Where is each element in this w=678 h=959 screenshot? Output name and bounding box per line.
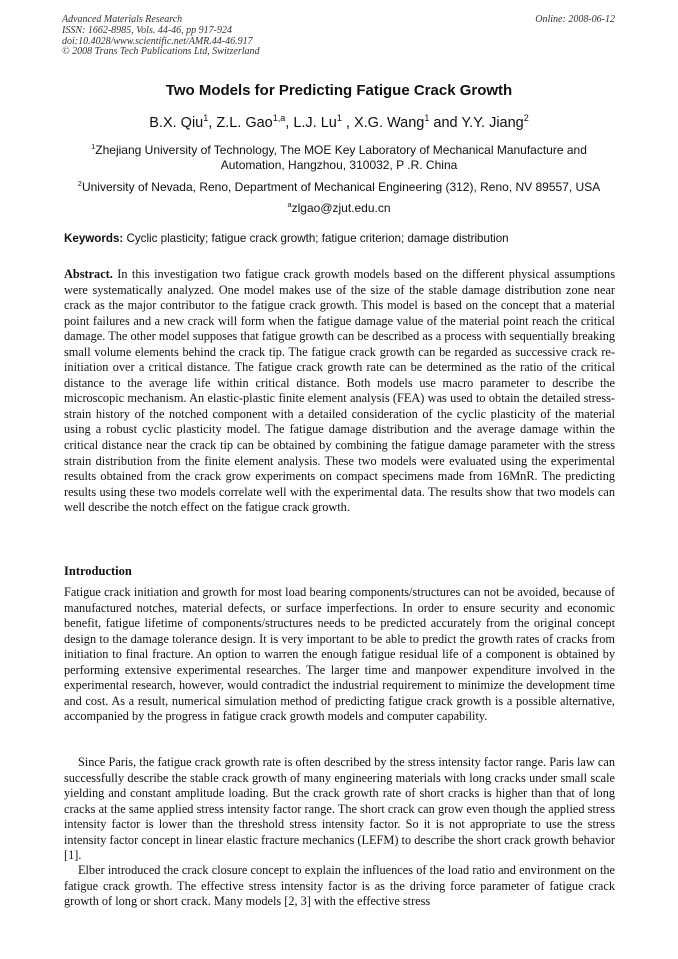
keywords	[64, 232, 624, 246]
author-name: Z.L. Gao	[216, 114, 273, 131]
body-paragraph: Fatigue crack initiation and growth for most load bearing components/structures can not be avoided, because of manufactured notches, material defects, or surface imperfections. In order to ensure security and economic benefit, fatigue lifetime of components/structures needs to be predicted accurately from the original concept design to the damage tolerance design. It is very important to be able to predict the growth rates of cracks from initiation to final fracture. An option to warren the enough fatigue residual life of a component is obtained by performing extensive experimental researches. The larger time and manpower expenditure involved in the experimental research, however, would contradict the industrial requirement to minimize the development time and cost. As a result, numerical simulation method of predicting fatigue crack growth is a possible alternative, accompanied by the progress in fatigue crack growth models and computer capability.	[64, 585, 615, 724]
doi-line: doi:10.4028/www.scientific.net/AMR.44-46.917	[62, 35, 253, 47]
online-date: Online: 2008-06-12	[535, 14, 615, 25]
abstract	[64, 267, 615, 516]
author-list	[0, 113, 678, 131]
affiliation-line: Automation, Hangzhou, 310032, P .R. China	[220, 158, 458, 172]
author-affiliation-mark: 2	[523, 113, 529, 123]
author-affiliation-mark: 1	[336, 113, 342, 123]
author-separator: ,	[208, 114, 217, 131]
journal-name: Advanced Materials Research	[62, 14, 183, 25]
keywords-label: Keywords:	[64, 232, 124, 245]
author-affiliation-mark: 1	[203, 113, 209, 123]
issn-line: ISSN: 1662-8985, Vols. 44-46, pp 917-924	[62, 24, 232, 36]
affiliation-line: University of Nevada, Reno, Department of Mechanical Engineering (312), Reno, NV 89557, USA	[81, 180, 601, 194]
author-affiliation-mark: 1	[424, 113, 430, 123]
author-name: L.J. Lu	[293, 114, 337, 131]
paper-title: Two Models for Predicting Fatigue Crack Growth	[165, 82, 513, 99]
email-mark: a	[287, 200, 292, 209]
author-separator: ,	[285, 114, 294, 131]
affiliation-1	[50, 139, 628, 173]
abstract-text: In this investigation two fatigue crack growth models based on the different physical assumptions were systematically analyzed. One model makes use of the size of the stable damage distribution zone near crack as the major contributor to the fatigue crack growth. This model is based on the concept that a material point failures and a new crack will form when the fatigue damage value of the material point reach the critical damage. The other model supposes that fatigue growth can be described as a process with sequentially breaking small volume elements behind the crack tip. The fatigue crack growth can be regarded as successive crack re-initiation over a critical distance. The fatigue crack growth rate can be determined as the ratio of the critical distance to the average life within critical distance. Both models use macro parameter to describe the microscopic mechanism. An elastic-plastic finite element analysis (FEA) was used to obtain the detailed stress-strain history of the notched component with a detailed consideration of the cyclic plasticity of the material using a robust cyclic plasticity model. The fatigue damage distribution and the average damage within the critical distance near the crack tip can be obtained by combining the fatigue damage parameter with the stress strain distribution from the finite element analysis. These two models were evaluated using the experimental results obtained from the crack grow experiments on compact specimens made from 16MnR. The predicting results using these two models correlate well with the experimental data. The results show that two models can well describe the notch effect on the fatigue crack growth.	[64, 267, 615, 515]
journal-header	[62, 15, 260, 58]
author-affiliation-mark: 1,a	[272, 113, 286, 123]
affiliation-2	[40, 176, 638, 195]
author-separator: and	[429, 114, 462, 131]
body-paragraph: Since Paris, the fatigue crack growth rate is often described by the stress intensity factor range. Paris law can successfully describe the stable crack growth of many engineering materials with long cracks under small scale yielding and constant amplitude loading. But the crack growth rate of short cracks is higher than that of long cracks at the same applied stress intensity factor range. The short crack can grow even though the applied stress intensity factor is lower than the threshold stress intensity factor. So it is not appropriate to use the stress intensity factor concept in linear elastic fracture mechanics (LEFM) to describe the short crack growth behavior [1].	[64, 755, 615, 863]
affiliation-line: Zhejiang University of Technology, The MOE Key Laboratory of Mechanical Manufacture and	[95, 143, 587, 157]
author-name: Y.Y. Jiang	[461, 114, 524, 131]
keywords-text: Cyclic plasticity; fatigue crack growth; fatigue criterion; damage distribution	[126, 232, 509, 245]
author-name: B.X. Qiu	[149, 114, 204, 131]
contact-email	[50, 197, 628, 216]
section-heading-introduction: Introduction	[64, 564, 132, 578]
author-name: X.G. Wang	[353, 114, 425, 131]
body-paragraph: Elber introduced the crack closure concept to explain the influences of the load ratio and environment on the fatigue crack growth. The effective stress intensity factor is as the driving force parameter of fatigue crack growth of long or short crack. Many models [2, 3] with the effective stress	[64, 863, 615, 909]
email-address[interactable]: zlgao@zjut.edu.cn	[291, 201, 391, 215]
abstract-label: Abstract.	[64, 267, 113, 281]
copyright-line: © 2008 Trans Tech Publications Ltd, Switzerland	[62, 46, 260, 58]
author-separator: ,	[341, 114, 354, 131]
affiliation-mark: 1	[91, 142, 96, 151]
affiliation-mark: 2	[77, 179, 82, 188]
